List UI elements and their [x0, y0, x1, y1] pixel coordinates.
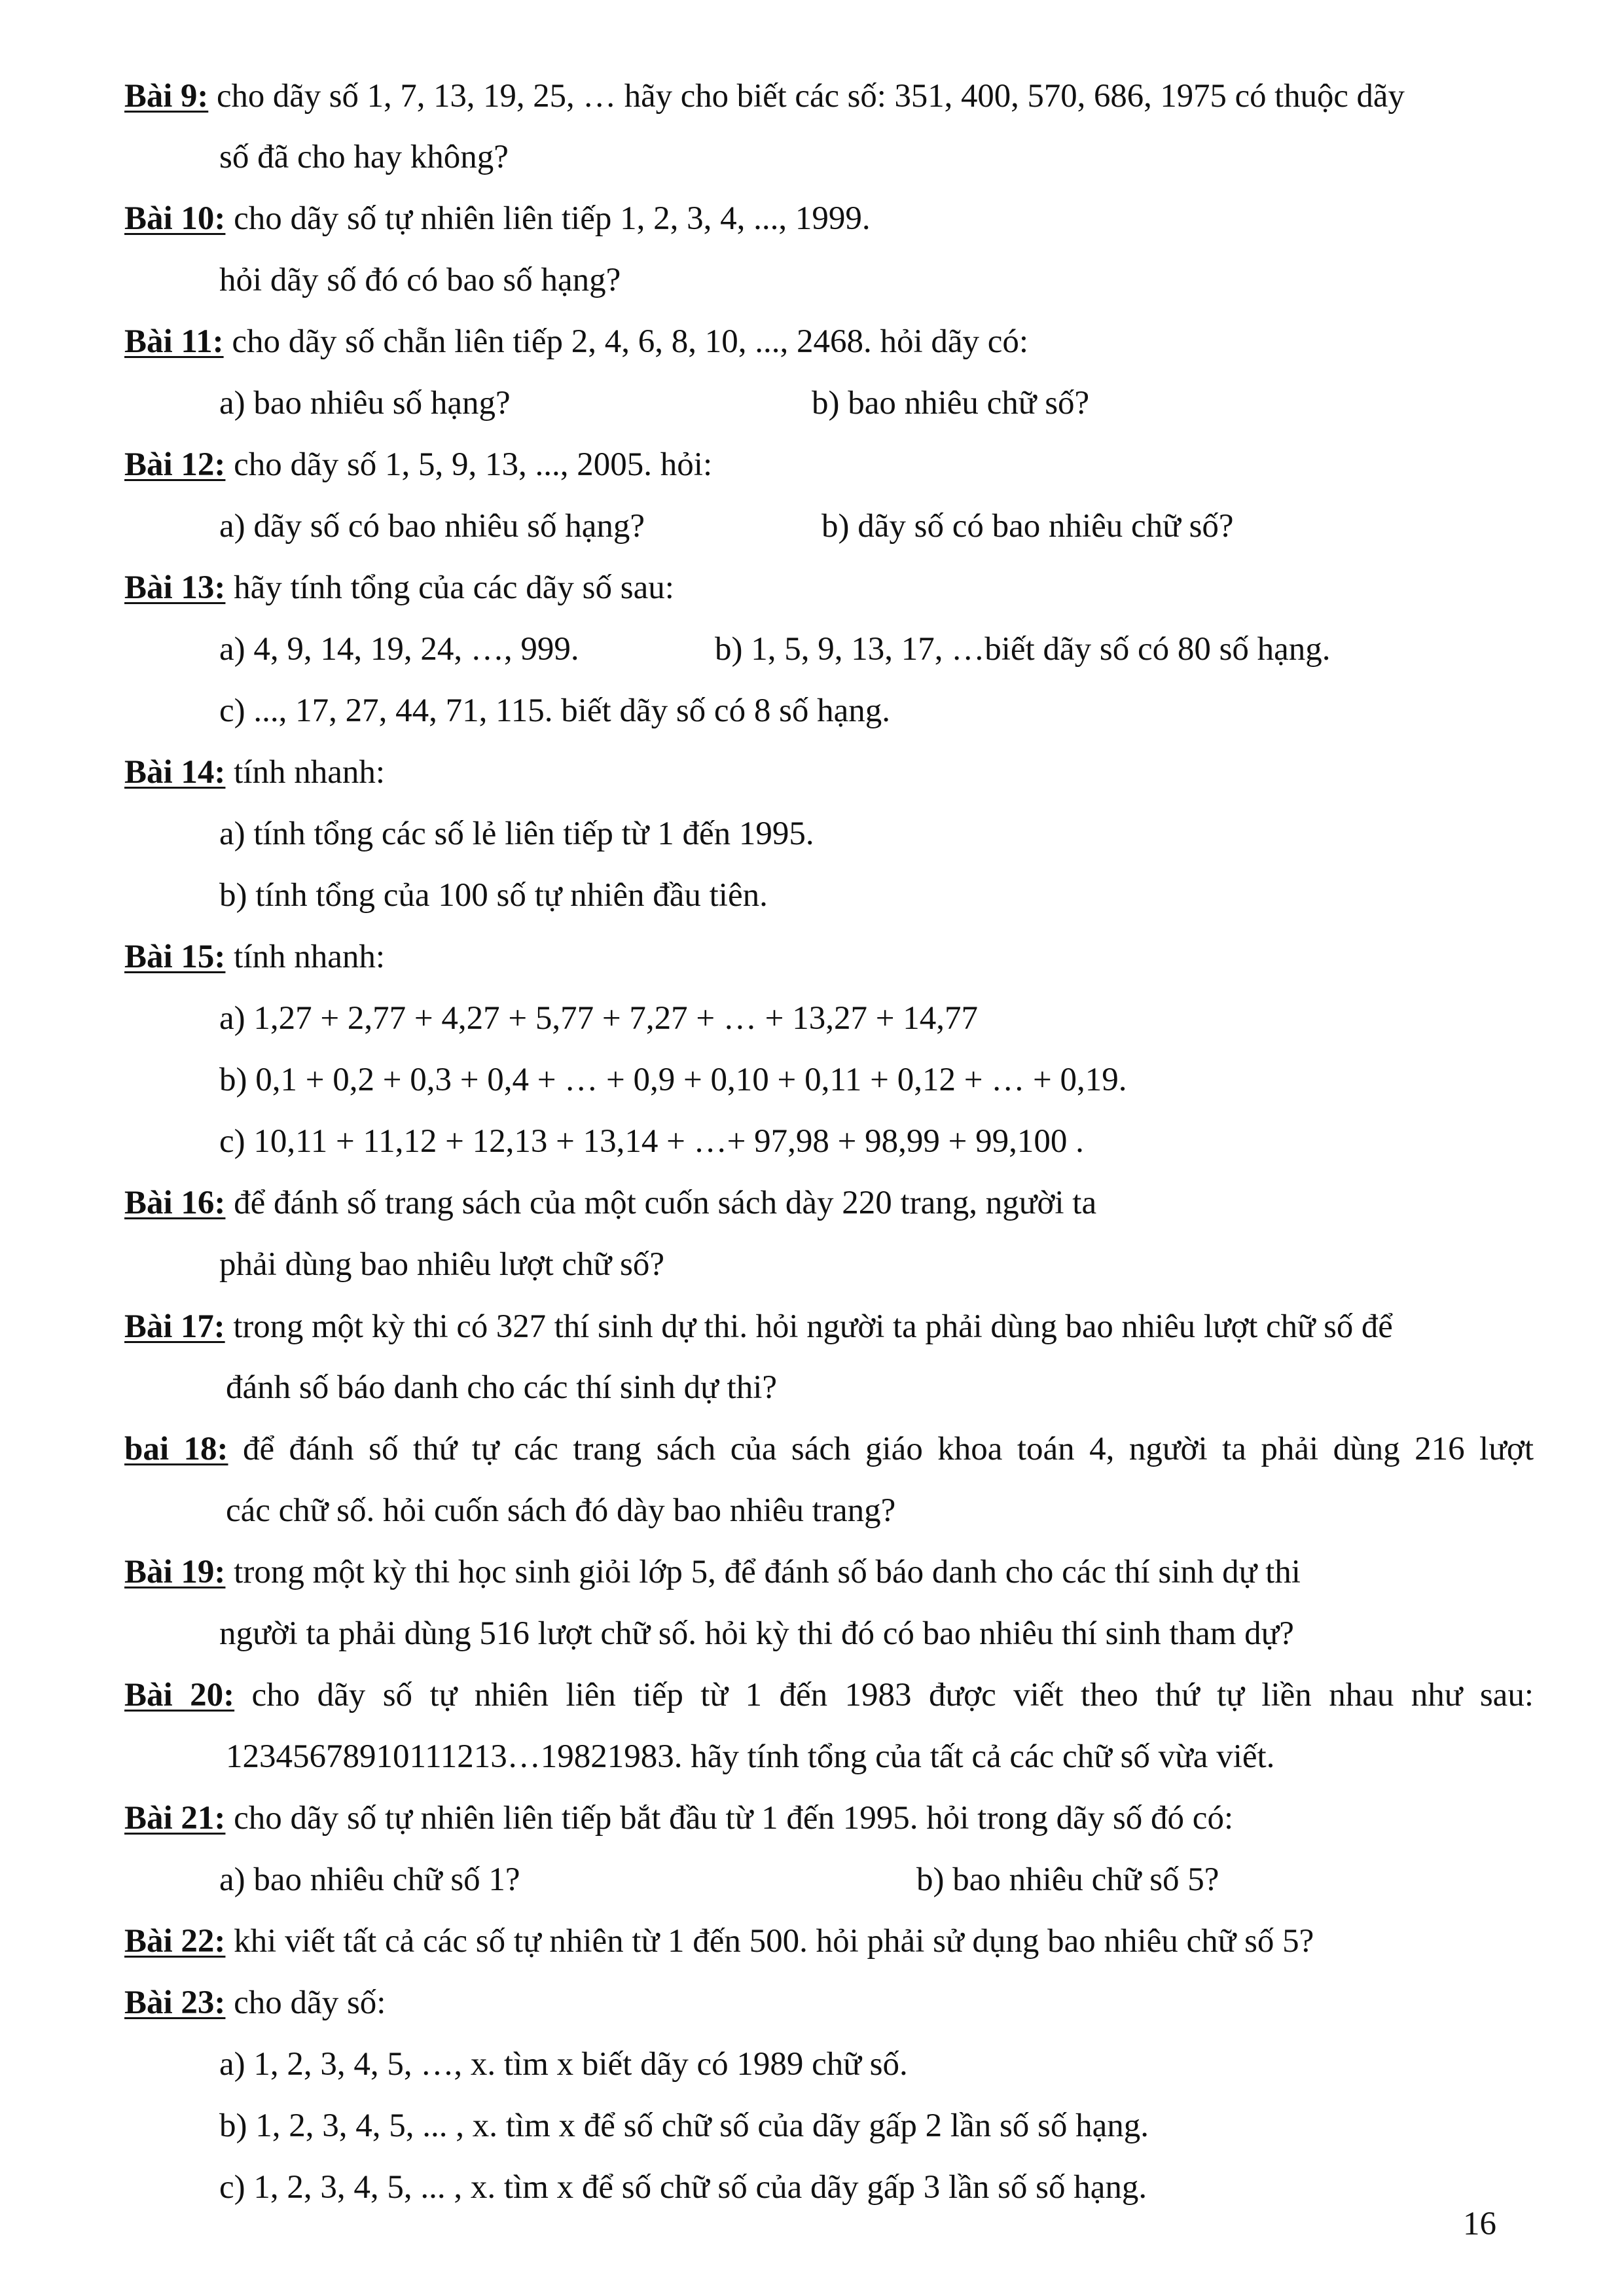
- problem-15-line-1: [124, 937, 1624, 977]
- problem-19-label: Bài 19:: [124, 1554, 226, 1590]
- problem-22-text: khi viết tất cả các số tự nhiên từ 1 đến 500. hỏi phải sử dụng bao nhiêu chữ số 5?: [234, 1923, 1314, 1960]
- page-number: 16: [1463, 2206, 1496, 2242]
- problem-23-line-1: [124, 1983, 1624, 2022]
- problem-22-label: Bài 22:: [124, 1923, 226, 1960]
- problem-10-line-2: hỏi dãy số đó có bao số hạng?: [219, 262, 621, 298]
- problem-12-text: cho dãy số 1, 5, 9, 13, ..., 2005. hỏi:: [234, 446, 713, 483]
- problem-21-part-b: b) bao nhiêu chữ số 5?: [916, 1861, 1219, 1898]
- problem-15-part-c: c) 10,11 + 11,12 + 12,13 + 13,14 + …+ 97,98 + 98,99 + 99,100 .: [219, 1123, 1084, 1160]
- problem-13-part-b: b) 1, 5, 9, 13, 17, …biết dãy số có 80 số hạng.: [715, 631, 1331, 668]
- problem-22-line-1: [124, 1922, 1624, 1961]
- problem-10-label: Bài 10:: [124, 200, 226, 237]
- problem-23-part-c: c) 1, 2, 3, 4, 5, ... , x. tìm x để số chữ số của dãy gấp 3 lần số số hạng.: [219, 2169, 1147, 2206]
- problem-13-part-a: a) 4, 9, 14, 19, 24, …, 999.: [219, 631, 579, 668]
- problem-9-line-1: [124, 76, 1534, 115]
- problem-17-text: trong một kỳ thi có 327 thí sinh dự thi. hỏi người ta phải dùng bao nhiêu lượt chữ số để: [233, 1308, 1393, 1344]
- problem-13-label: Bài 13:: [124, 569, 226, 606]
- problem-9-line-2: số đã cho hay không?: [219, 139, 509, 175]
- problem-16-text: để đánh số trang sách của một cuốn sách dày 220 trang, người ta: [234, 1185, 1097, 1221]
- problem-21-label: Bài 21:: [124, 1800, 226, 1837]
- problem-16-label: Bài 16:: [124, 1185, 226, 1221]
- problem-23-label: Bài 23:: [124, 1984, 226, 2021]
- problem-10-line-1: [124, 199, 1624, 238]
- problem-18-text: để đánh số thứ tự các trang sách của sách giáo khoa toán 4, người ta phải dùng 216 lượt: [242, 1431, 1534, 1467]
- problem-15-part-a: a) 1,27 + 2,77 + 4,27 + 5,77 + 7,27 + … + 13,27 + 14,77: [219, 1000, 978, 1037]
- problem-20-line-1: [124, 1676, 1534, 1715]
- problem-14-label: Bài 14:: [124, 754, 226, 791]
- problem-13-line-1: [124, 568, 1624, 607]
- problem-21-part-a: a) bao nhiêu chữ số 1?: [219, 1861, 520, 1898]
- problem-11-part-b: b) bao nhiêu chữ số?: [812, 385, 1090, 422]
- problem-11-line-1: [124, 322, 1624, 361]
- problem-19-line-1: [124, 1552, 1624, 1592]
- problem-9-label: Bài 9:: [124, 77, 209, 114]
- problem-17-line-2: đánh số báo danh cho các thí sinh dự thi?: [226, 1369, 778, 1406]
- problem-15-part-b: b) 0,1 + 0,2 + 0,3 + 0,4 + … + 0,9 + 0,10 + 0,11 + 0,12 + … + 0,19.: [219, 1062, 1127, 1098]
- problem-15-text: tính nhanh:: [234, 939, 386, 975]
- problem-17-line-1: [124, 1306, 1534, 1346]
- problem-16-line-1: [124, 1183, 1624, 1223]
- problem-13-text: hãy tính tổng của các dãy số sau:: [234, 569, 674, 606]
- problem-9-text: cho dãy số 1, 7, 13, 19, 25, … hãy cho biết các số: 351, 400, 570, 686, 1975 có thuộc dãy: [216, 77, 1405, 114]
- problem-23-part-b: b) 1, 2, 3, 4, 5, ... , x. tìm x để số chữ số của dãy gấp 2 lần số số hạng.: [219, 2108, 1149, 2144]
- problem-19-text: trong một kỳ thi học sinh giỏi lớp 5, để đánh số báo danh cho các thí sinh dự thi: [234, 1554, 1301, 1590]
- problem-12-line-1: [124, 445, 1624, 484]
- problem-16-line-2: phải dùng bao nhiêu lượt chữ số?: [219, 1246, 664, 1283]
- problem-20-line-2: 12345678910111213…19821983. hãy tính tổng của tất cả các chữ số vừa viết.: [226, 1738, 1275, 1775]
- problem-14-part-a: a) tính tổng các số lẻ liên tiếp từ 1 đến 1995.: [219, 816, 814, 852]
- problem-19-line-2: người ta phải dùng 516 lượt chữ số. hỏi kỳ thi đó có bao nhiêu thí sinh tham dự?: [219, 1615, 1294, 1652]
- problem-21-line-1: [124, 1799, 1624, 1838]
- problem-18-label: bai 18:: [124, 1431, 228, 1467]
- problem-11-text: cho dãy số chẵn liên tiếp 2, 4, 6, 8, 10, ..., 2468. hỏi dãy có:: [232, 323, 1029, 360]
- problem-23-text: cho dãy số:: [234, 1984, 386, 2021]
- problem-18-line-1: [124, 1429, 1534, 1469]
- problem-15-label: Bài 15:: [124, 939, 226, 975]
- problem-14-line-1: [124, 753, 1624, 792]
- problem-10-text: cho dãy số tự nhiên liên tiếp 1, 2, 3, 4, ..., 1999.: [234, 200, 871, 237]
- problem-12-part-a: a) dãy số có bao nhiêu số hạng?: [219, 508, 645, 545]
- problem-18-line-2: các chữ số. hỏi cuốn sách đó dày bao nhiêu trang?: [226, 1492, 896, 1529]
- problem-23-part-a: a) 1, 2, 3, 4, 5, …, x. tìm x biết dãy có 1989 chữ số.: [219, 2046, 908, 2083]
- problem-17-label: Bài 17:: [124, 1308, 225, 1344]
- problem-13-part-c: c) ..., 17, 27, 44, 71, 115. biết dãy số có 8 số hạng.: [219, 692, 891, 729]
- problem-12-label: Bài 12:: [124, 446, 226, 483]
- problem-20-label: Bài 20:: [124, 1677, 235, 1713]
- problem-11-label: Bài 11:: [124, 323, 224, 360]
- problem-14-part-b: b) tính tổng của 100 số tự nhiên đầu tiên.: [219, 877, 768, 914]
- problem-21-text: cho dãy số tự nhiên liên tiếp bắt đầu từ 1 đến 1995. hỏi trong dãy số đó có:: [234, 1800, 1234, 1837]
- problem-12-part-b: b) dãy số có bao nhiêu chữ số?: [821, 508, 1234, 545]
- problem-20-text: cho dãy số tự nhiên liên tiếp từ 1 đến 1983 được viết theo thứ tự liền nhau như sau:: [251, 1677, 1534, 1713]
- problem-14-text: tính nhanh:: [234, 754, 386, 791]
- problem-11-part-a: a) bao nhiêu số hạng?: [219, 385, 511, 422]
